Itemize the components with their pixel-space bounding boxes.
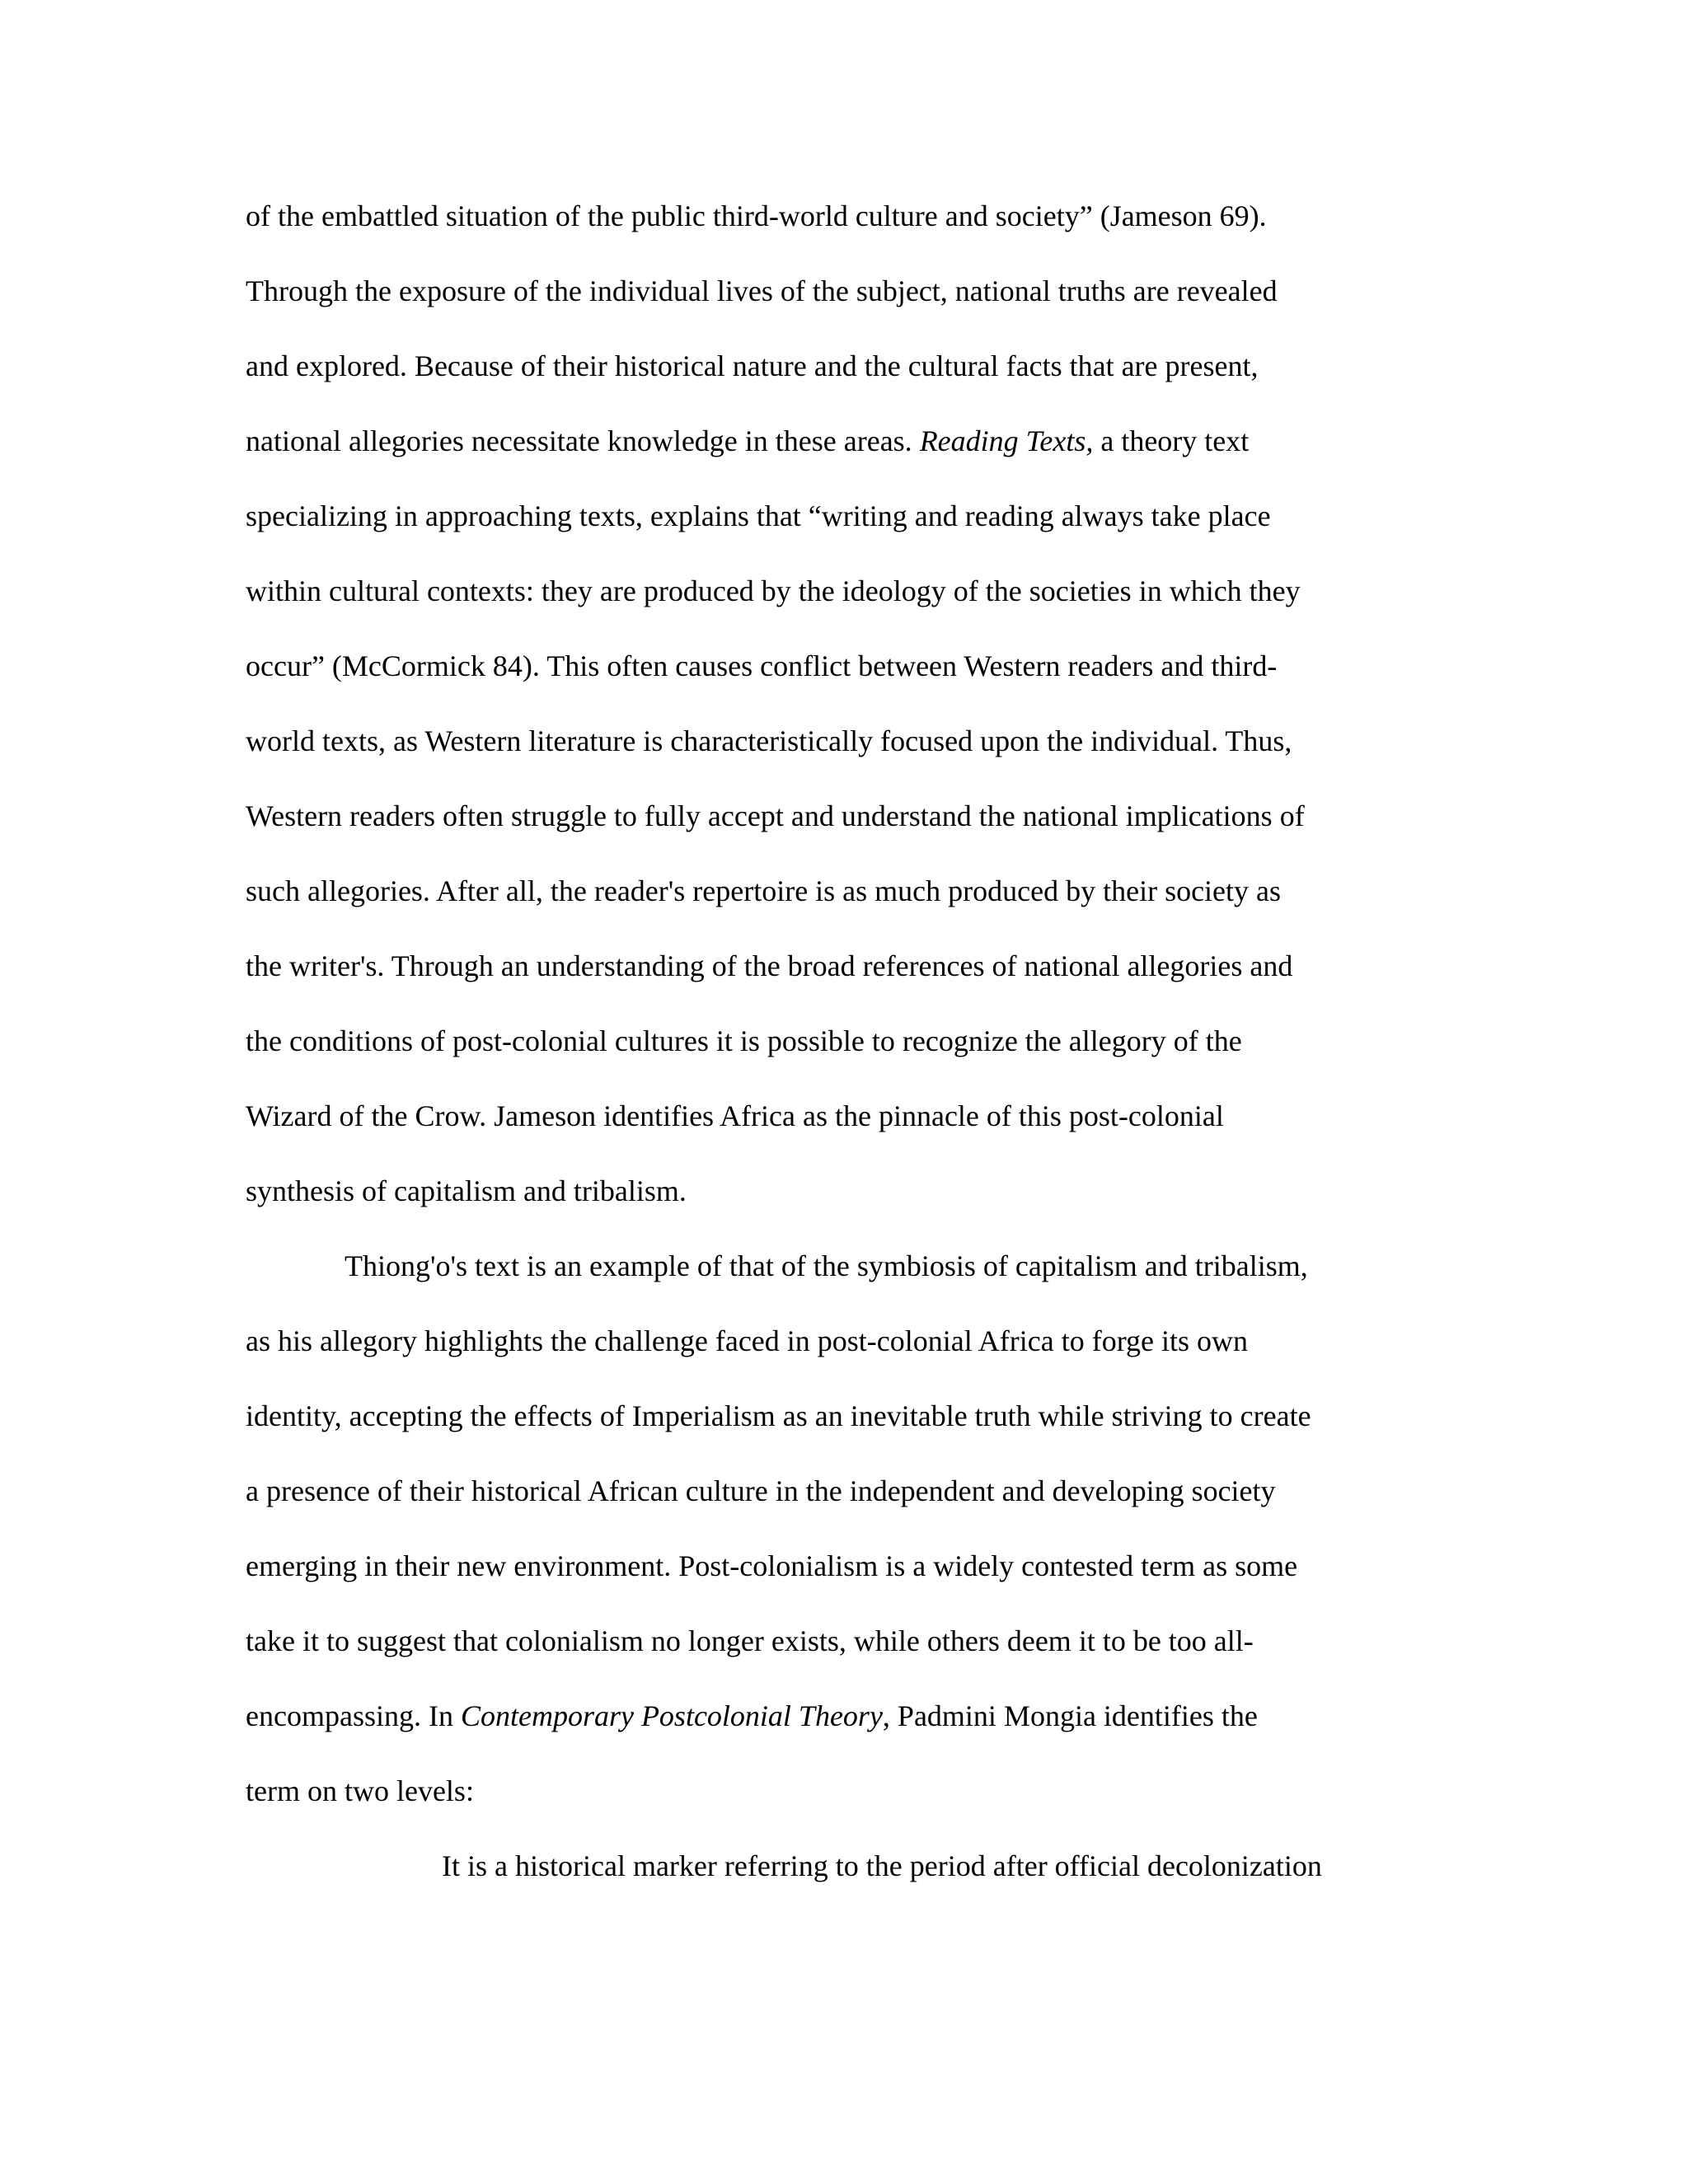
text-segment: , Padmini Mongia identifies the xyxy=(882,1699,1258,1732)
book-title-italic: Contemporary Postcolonial Theory xyxy=(460,1699,883,1732)
text-line: and explored. Because of their historical nature and the cultural facts that are present, xyxy=(246,349,1259,382)
text-line: specializing in approaching texts, explains that “writing and reading always take place xyxy=(246,499,1271,532)
book-title-italic: Reading Texts, xyxy=(919,424,1094,457)
text-line: of the embattled situation of the public third-world culture and society” (Jameson 69). xyxy=(246,199,1267,232)
text-segment: a theory text xyxy=(1093,424,1250,457)
paragraph-first-line: Thiong'o's text is an example of that of the symbiosis of capitalism and tribalism, xyxy=(345,1249,1308,1282)
text-line: Wizard of the Crow. Jameson identifies Africa as the pinnacle of this post-colonial xyxy=(246,1099,1224,1132)
text-line: Western readers often struggle to fully accept and understand the national implications of xyxy=(246,799,1305,832)
text-segment: encompassing. In xyxy=(246,1699,461,1732)
text-line: the conditions of post-colonial cultures it is possible to recognize the allegory of the xyxy=(246,1024,1242,1057)
text-line xyxy=(246,1698,1258,1734)
text-segment: national allegories necessitate knowledge in these areas. xyxy=(246,424,920,457)
text-line: as his allegory highlights the challenge faced in post-colonial Africa to forge its own xyxy=(246,1324,1249,1357)
text-line: take it to suggest that colonialism no longer exists, while others deem it to be too all- xyxy=(246,1624,1254,1657)
text-line: such allegories. After all, the reader's repertoire is as much produced by their society as xyxy=(246,874,1282,907)
text-line: Through the exposure of the individual lives of the subject, national truths are revealed xyxy=(246,274,1278,307)
text-line: occur” (McCormick 84). This often causes conflict between Western readers and third- xyxy=(246,649,1278,682)
text-line: world texts, as Western literature is characteristically focused upon the individual. Thus, xyxy=(246,724,1292,757)
text-line: a presence of their historical African culture in the independent and developing society xyxy=(246,1474,1276,1507)
text-line: within cultural contexts: they are produced by the ideology of the societies in which they xyxy=(246,574,1301,607)
text-line: identity, accepting the effects of Imperialism as an inevitable truth while striving to create xyxy=(246,1399,1311,1432)
text-line xyxy=(246,423,1249,459)
text-line: the writer's. Through an understanding of the broad references of national allegories and xyxy=(246,949,1293,982)
text-line: synthesis of capitalism and tribalism. xyxy=(246,1174,687,1207)
block-quote-line: It is a historical marker referring to the period after official decolonization xyxy=(442,1849,1322,1882)
text-line: emerging in their new environment. Post-colonialism is a widely contested term as some xyxy=(246,1549,1298,1582)
text-line: term on two levels: xyxy=(246,1774,474,1807)
